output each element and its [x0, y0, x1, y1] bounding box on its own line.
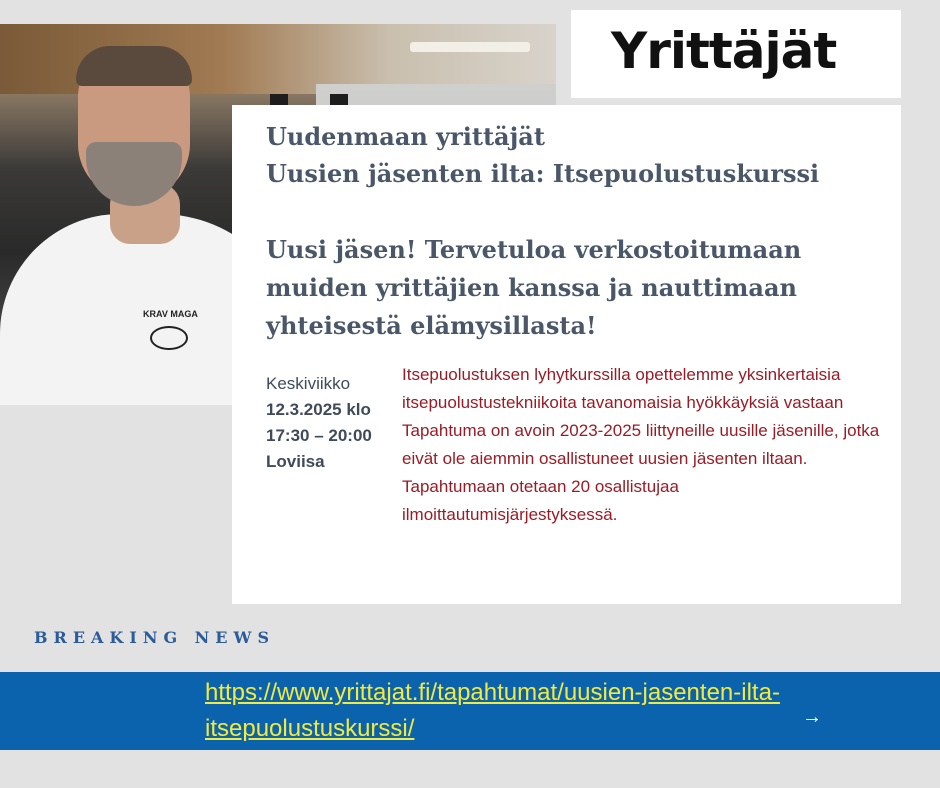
event-title: Uudenmaan yrittäjät Uusien jäsenten ilta: Itsepuolustuskurssi: [266, 122, 820, 188]
event-meta: [266, 371, 396, 475]
event-place: Loviisa: [266, 452, 325, 471]
logo-box: [571, 10, 901, 98]
shirt-logo-text: KRAV MAGA: [143, 309, 198, 319]
event-subtitle: Uusi jäsen! Tervetuloa verkostoitumaan muiden yrittäjien kanssa ja nauttimaan yhteisestä elämysillasta!: [266, 235, 802, 340]
arrow-right-icon[interactable]: →: [802, 706, 822, 728]
breaking-news-label: BREAKING NEWS: [34, 628, 276, 647]
event-time: 17:30 – 20:00: [266, 426, 372, 445]
event-url-link[interactable]: https://www.yrittajat.fi/tapahtumat/uusien-jasenten-ilta-itsepuolustuskurssi/: [205, 679, 780, 742]
shirt-emblem: [150, 326, 188, 350]
event-date: 12.3.2025 klo: [266, 400, 371, 419]
event-weekday: Keskiviikko: [266, 374, 351, 393]
event-description-1: Itsepuolustuksen lyhytkurssilla opettelemme yksinkertaisia itsepuolustustekniikoita tavanomaisia hyökkäyksiä vastaan: [402, 365, 844, 412]
link-banner: [0, 672, 940, 750]
event-card: [232, 105, 901, 604]
event-description-2: Tapahtuma on avoin 2023-2025 liittyneille uusille jäsenille, jotka eivät ole aiemmin osallistuneet uusien jäsenten iltaan. Tapahtumaan otetaan 20 osallistujaa ilmoittautumisjärjestyksessä.: [402, 421, 880, 524]
ceiling-lamp: [410, 42, 530, 52]
event-description: [402, 361, 882, 529]
person-hair: [76, 46, 192, 86]
yrittajat-logo: Yrittäjät: [611, 22, 837, 80]
